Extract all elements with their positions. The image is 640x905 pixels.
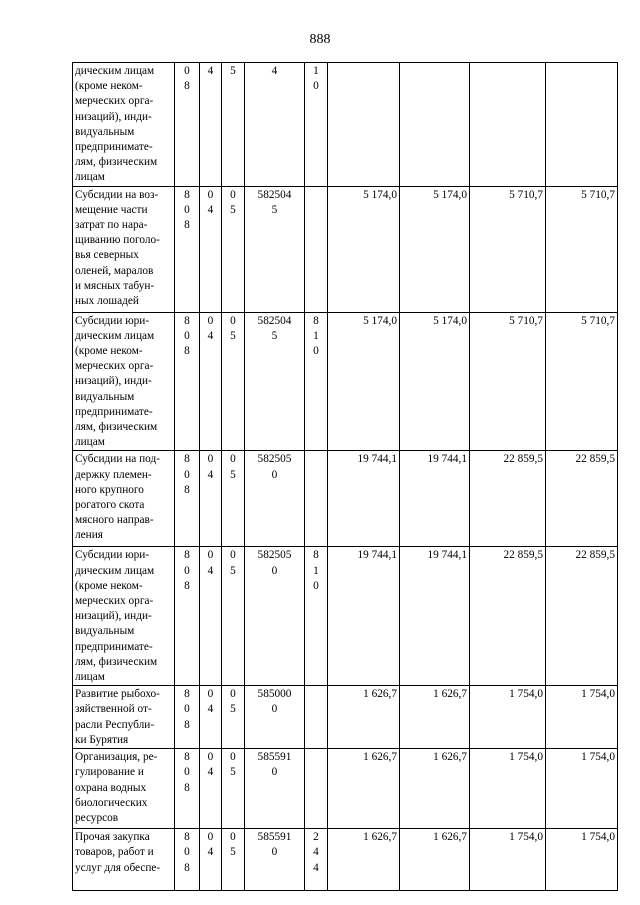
expense-type-digit: 1 [313, 65, 319, 77]
amount-cell-4: 1 754,0 [546, 686, 618, 749]
subsection-code-digit: 0 [230, 688, 236, 701]
item-name-line: Субсидии юри- [75, 549, 150, 562]
table-row [73, 186, 618, 312]
section-code-digit: 4 [207, 203, 214, 216]
amount-cell-2: 1 626,7 [400, 749, 470, 829]
item-name-line: зяйственной от- [75, 703, 152, 716]
item-name-line: ки Бурятия [75, 733, 129, 746]
item-name-cell [73, 312, 175, 451]
ministry-code-cell [175, 312, 200, 451]
target-article-part: 585591 [257, 831, 292, 844]
target-article-part: 582505 [257, 453, 292, 466]
amount-cell-1: 1 626,7 [328, 829, 400, 891]
subsection-code-digit: 0 [230, 751, 236, 764]
expense-type-cell [305, 829, 328, 891]
target-article-cell [245, 63, 305, 187]
expense-type-digit: 0 [313, 345, 319, 358]
ministry-code-digit: 0 [184, 329, 190, 342]
target-article-cell [245, 749, 305, 829]
target-article-part: 0 [271, 766, 278, 779]
target-article-part: 4 [271, 65, 278, 77]
amount-cell-1: 19 744,1 [328, 451, 400, 547]
item-name-line: Субсидии на воз- [75, 188, 159, 201]
item-name-cell [73, 829, 175, 891]
item-name-line: Субсидии на под- [75, 453, 160, 466]
section-code-digit: 0 [207, 688, 214, 701]
page-number: 888 [309, 32, 331, 47]
amount-cell-3: 1 754,0 [470, 686, 546, 749]
item-name-line: гулирование и [75, 766, 144, 779]
ministry-code-digit: 8 [184, 831, 190, 844]
section-code-digit: 4 [207, 65, 214, 77]
item-name-line: держку племен- [75, 468, 152, 481]
section-code-cell [200, 451, 222, 547]
budget-table [72, 62, 618, 891]
table-row [73, 312, 618, 451]
item-name-line: предпринимате- [75, 640, 153, 653]
item-name-line: Субсидии юри- [75, 314, 150, 327]
ministry-code-digit: 0 [184, 468, 190, 481]
subsection-code-digit: 5 [230, 329, 236, 342]
section-code-digit: 0 [207, 314, 214, 327]
expense-type-cell [305, 686, 328, 749]
amount-cell-1: 1 626,7 [328, 686, 400, 749]
section-code-digit: 4 [207, 846, 214, 859]
expense-type-cell [305, 547, 328, 686]
item-name-line: ного крупного [75, 483, 144, 496]
item-name-line: и мясных табун- [75, 279, 155, 292]
ministry-code-digit: 0 [184, 564, 190, 577]
item-name-line: рогатого скота [75, 499, 145, 512]
ministry-code-cell [175, 749, 200, 829]
ministry-code-cell [175, 686, 200, 749]
item-name-line: ресурсов [75, 811, 119, 824]
subsection-code-digit: 5 [230, 203, 236, 216]
subsection-code-digit: 5 [230, 846, 236, 859]
amount-cell-1 [328, 63, 400, 187]
subsection-code-digit: 5 [230, 65, 236, 77]
item-name-line: расли Республи- [75, 718, 155, 731]
section-code-digit: 0 [207, 831, 214, 844]
item-name-cell [73, 686, 175, 749]
item-name-line: дическим лицам [75, 564, 155, 577]
ministry-code-cell [175, 547, 200, 686]
ministry-code-cell [175, 63, 200, 187]
amount-cell-2 [400, 63, 470, 187]
item-name-line: низаций), инди- [75, 375, 152, 388]
ministry-code-digit: 0 [184, 65, 190, 77]
amount-cell-1: 5 174,0 [328, 186, 400, 312]
ministry-code-digit: 0 [184, 703, 190, 716]
section-code-digit: 0 [207, 453, 214, 466]
amount-cell-4: 1 754,0 [546, 829, 618, 891]
item-name-line: лицам [75, 671, 105, 684]
ministry-code-digit: 8 [184, 219, 190, 232]
section-code-digit: 4 [207, 766, 214, 779]
item-name-line: дическим лицам [75, 329, 155, 342]
ministry-code-cell [175, 186, 200, 312]
amount-cell-2: 1 626,7 [400, 686, 470, 749]
item-name-line: услуг для обеспе- [75, 861, 161, 874]
section-code-cell [200, 829, 222, 891]
target-article-part: 0 [271, 703, 278, 716]
amount-cell-3: 5 710,7 [470, 312, 546, 451]
ministry-code-digit: 8 [184, 718, 190, 731]
amount-cell-3: 22 859,5 [470, 451, 546, 547]
amount-cell-4: 1 754,0 [546, 749, 618, 829]
item-name-line: товаров, работ и [75, 846, 154, 859]
item-name-line: охрана водных [75, 781, 147, 794]
amount-cell-3 [470, 63, 546, 187]
expense-type-digit: 8 [313, 549, 319, 562]
expense-type-cell [305, 312, 328, 451]
subsection-code-cell [222, 749, 245, 829]
amount-cell-4: 22 859,5 [546, 547, 618, 686]
item-name-line: лицам [75, 436, 105, 449]
section-code-cell [200, 186, 222, 312]
ministry-code-cell [175, 829, 200, 891]
ministry-code-digit: 0 [184, 203, 190, 216]
item-name-line: видуальным [75, 390, 135, 403]
section-code-digit: 0 [207, 751, 214, 764]
amount-cell-1: 1 626,7 [328, 749, 400, 829]
item-name-line: предпринимате- [75, 141, 153, 154]
item-name-cell [73, 186, 175, 312]
subsection-code-digit: 0 [230, 453, 236, 466]
target-article-cell [245, 547, 305, 686]
expense-type-digit: 4 [313, 861, 319, 874]
amount-cell-1: 5 174,0 [328, 312, 400, 451]
section-code-cell [200, 749, 222, 829]
item-name-line: лям, физическим [75, 655, 158, 668]
section-code-digit: 4 [207, 329, 214, 342]
item-name-line: дическим лицам [75, 65, 155, 77]
subsection-code-digit: 5 [230, 468, 236, 481]
ministry-code-digit: 8 [184, 579, 190, 592]
amount-cell-2: 19 744,1 [400, 547, 470, 686]
subsection-code-digit: 5 [230, 703, 236, 716]
ministry-code-digit: 8 [184, 80, 190, 93]
expense-type-cell [305, 186, 328, 312]
section-code-digit: 0 [207, 549, 214, 562]
item-name-line: ных лошадей [75, 295, 139, 308]
ministry-code-digit: 8 [184, 345, 190, 358]
item-name-line: затрат по нара- [75, 219, 148, 232]
table-row [73, 686, 618, 749]
amount-cell-4 [546, 63, 618, 187]
item-name-line: Развитие рыбохо- [75, 688, 160, 701]
amount-cell-2: 19 744,1 [400, 451, 470, 547]
subsection-code-digit: 0 [230, 188, 236, 201]
subsection-code-cell [222, 451, 245, 547]
amount-cell-3: 22 859,5 [470, 547, 546, 686]
section-code-cell [200, 547, 222, 686]
amount-cell-4: 22 859,5 [546, 451, 618, 547]
target-article-part: 585591 [257, 751, 292, 764]
target-article-part: 0 [271, 564, 278, 577]
amount-cell-3: 1 754,0 [470, 829, 546, 891]
expense-type-cell [305, 749, 328, 829]
item-name-line: мерческих орга- [75, 595, 154, 608]
item-name-line: лицам [75, 171, 105, 184]
item-name-cell [73, 547, 175, 686]
item-name-line: биологических [75, 796, 148, 809]
expense-type-cell [305, 63, 328, 187]
item-name-cell [73, 63, 175, 187]
item-name-line: лям, физическим [75, 421, 158, 434]
table-row [73, 63, 618, 187]
item-name-line: низаций), инди- [75, 110, 152, 123]
item-name-cell [73, 451, 175, 547]
target-article-cell [245, 686, 305, 749]
item-name-line: лям, физическим [75, 156, 158, 169]
section-code-digit: 0 [207, 188, 214, 201]
target-article-part: 582505 [257, 549, 292, 562]
amount-cell-4: 5 710,7 [546, 186, 618, 312]
amount-cell-2: 1 626,7 [400, 829, 470, 891]
subsection-code-cell [222, 686, 245, 749]
subsection-code-cell [222, 547, 245, 686]
subsection-code-digit: 0 [230, 549, 236, 562]
expense-type-digit: 1 [313, 564, 319, 577]
item-name-line: ления [75, 529, 103, 542]
ministry-code-digit: 8 [184, 453, 190, 466]
subsection-code-cell [222, 829, 245, 891]
target-article-part: 585000 [257, 688, 292, 701]
expense-type-digit: 4 [313, 846, 319, 859]
subsection-code-cell [222, 63, 245, 187]
ministry-code-digit: 0 [184, 846, 190, 859]
ministry-code-digit: 8 [184, 188, 190, 201]
target-article-part: 5 [271, 203, 278, 216]
amount-cell-1: 19 744,1 [328, 547, 400, 686]
target-article-part: 5 [271, 329, 278, 342]
ministry-code-digit: 8 [184, 688, 190, 701]
expense-type-digit: 0 [313, 579, 319, 592]
expense-type-digit: 8 [313, 314, 319, 327]
item-name-line: низаций), инди- [75, 610, 152, 623]
amount-cell-3: 5 710,7 [470, 186, 546, 312]
ministry-code-digit: 8 [184, 861, 190, 874]
section-code-cell [200, 686, 222, 749]
item-name-line: мясного направ- [75, 514, 154, 527]
target-article-part: 582504 [257, 188, 292, 201]
item-name-line: вья северных [75, 249, 139, 262]
item-name-line: мерческих орга- [75, 95, 154, 108]
item-name-line: (кроме неком- [75, 579, 143, 592]
item-name-line: (кроме неком- [75, 80, 143, 93]
target-article-part: 0 [271, 846, 278, 859]
ministry-code-digit: 8 [184, 549, 190, 562]
section-code-digit: 4 [207, 468, 214, 481]
expense-type-digit: 1 [313, 329, 319, 342]
target-article-cell [245, 186, 305, 312]
target-article-cell [245, 829, 305, 891]
target-article-part: 0 [271, 468, 278, 481]
item-name-cell [73, 749, 175, 829]
item-name-line: видуальным [75, 125, 135, 138]
subsection-code-digit: 0 [230, 831, 236, 844]
target-article-cell [245, 451, 305, 547]
subsection-code-cell [222, 312, 245, 451]
section-code-cell [200, 312, 222, 451]
section-code-cell [200, 63, 222, 187]
amount-cell-2: 5 174,0 [400, 186, 470, 312]
ministry-code-digit: 0 [184, 766, 190, 779]
subsection-code-digit: 0 [230, 314, 236, 327]
item-name-line: видуальным [75, 625, 135, 638]
amount-cell-2: 5 174,0 [400, 312, 470, 451]
amount-cell-4: 5 710,7 [546, 312, 618, 451]
ministry-code-digit: 8 [184, 314, 190, 327]
item-name-line: мещение части [75, 203, 148, 216]
ministry-code-cell [175, 451, 200, 547]
table-row [73, 451, 618, 547]
item-name-line: (кроме неком- [75, 345, 143, 358]
expense-type-cell [305, 451, 328, 547]
item-name-line: мерческих орга- [75, 360, 154, 373]
item-name-line: Организация, ре- [75, 751, 158, 764]
ministry-code-digit: 8 [184, 483, 190, 496]
amount-cell-3: 1 754,0 [470, 749, 546, 829]
ministry-code-digit: 8 [184, 781, 190, 794]
target-article-cell [245, 312, 305, 451]
item-name-line: щиванию поголо- [75, 234, 160, 247]
item-name-line: предпринимате- [75, 405, 153, 418]
table-row [73, 547, 618, 686]
item-name-line: оленей, маралов [75, 264, 154, 277]
section-code-digit: 4 [207, 564, 214, 577]
subsection-code-digit: 5 [230, 766, 236, 779]
item-name-line: Прочая закупка [75, 831, 150, 844]
target-article-part: 582504 [257, 314, 292, 327]
table-row [73, 829, 618, 891]
expense-type-digit: 0 [313, 80, 319, 93]
ministry-code-digit: 8 [184, 751, 190, 764]
table-row [73, 749, 618, 829]
subsection-code-digit: 5 [230, 564, 236, 577]
section-code-digit: 4 [207, 703, 214, 716]
subsection-code-cell [222, 186, 245, 312]
expense-type-digit: 2 [313, 831, 319, 844]
